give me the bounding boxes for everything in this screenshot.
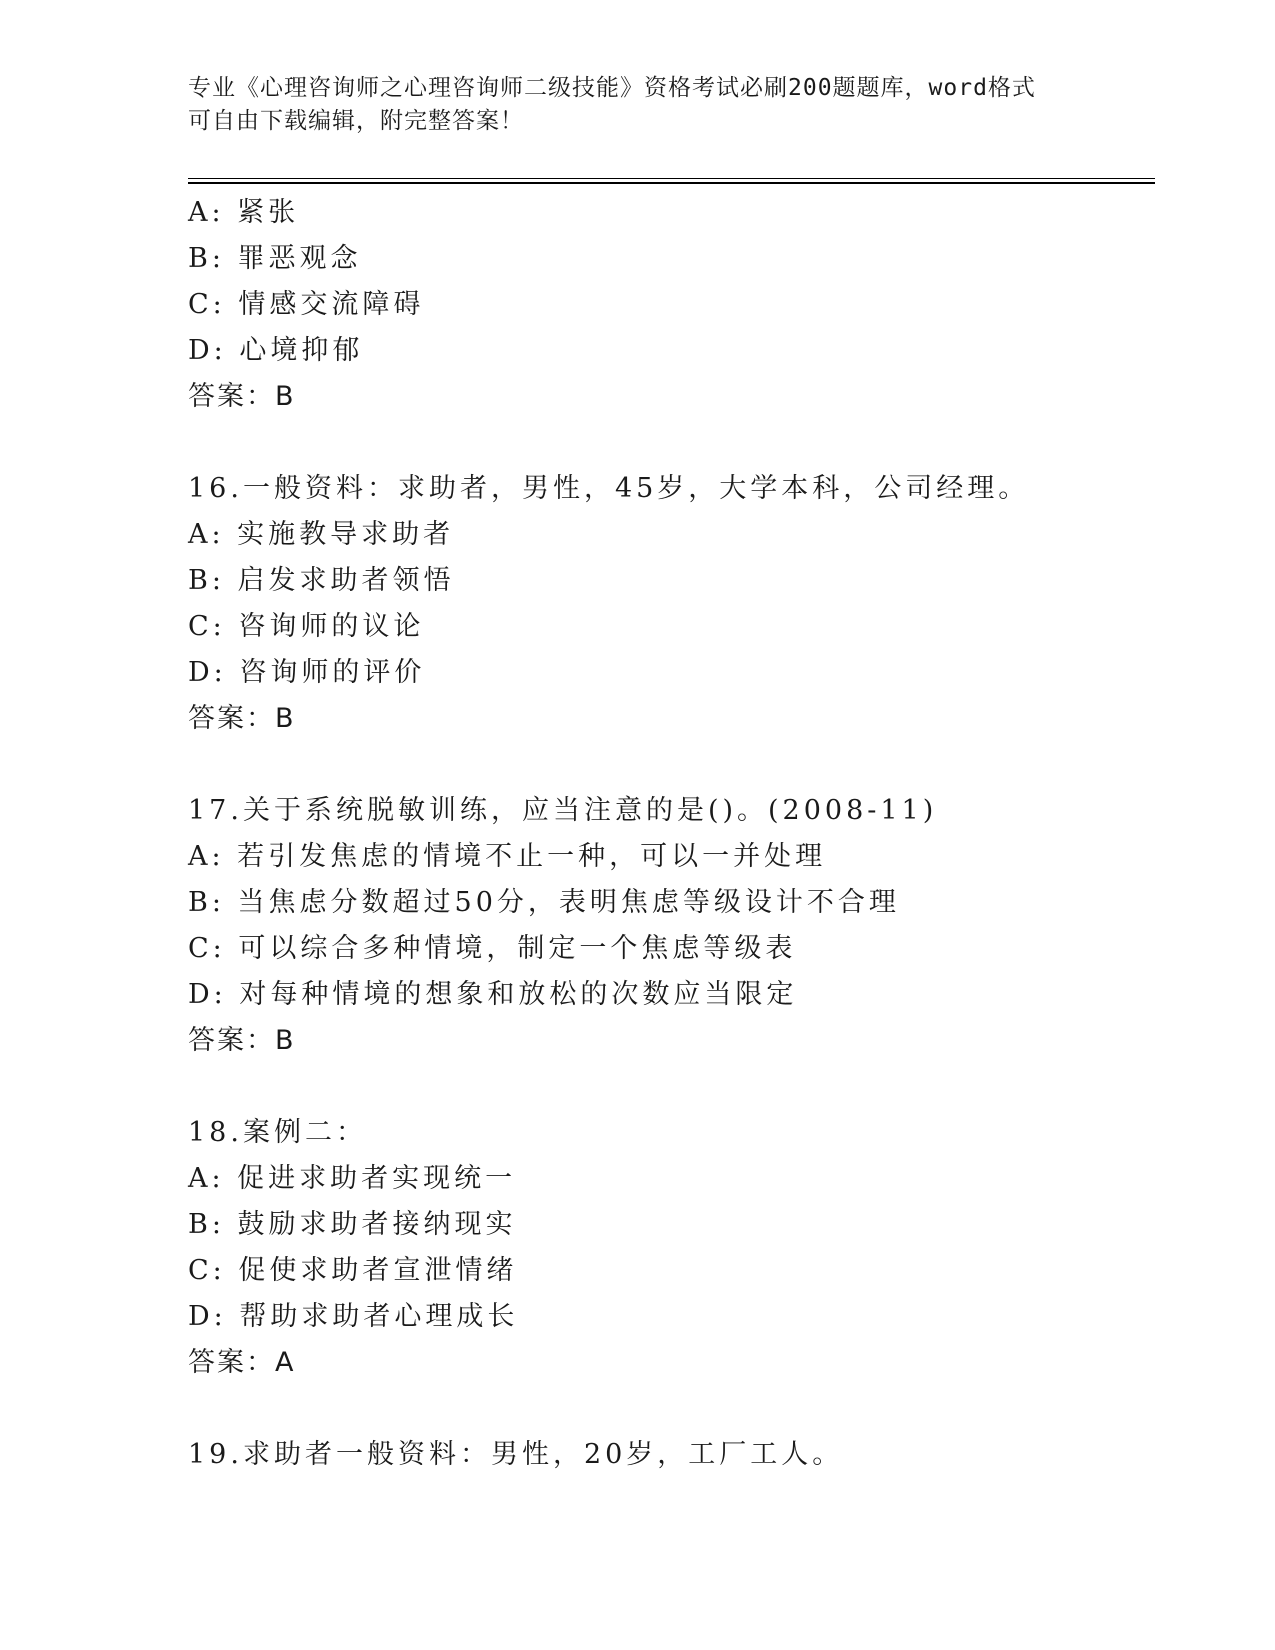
question-text: 19.求助者一般资料：男性，20岁，工厂工人。 (188, 1439, 844, 1470)
option-d: D: 心境抑郁 (188, 335, 364, 366)
answer-line: 答案：B (188, 1025, 296, 1056)
option-a: A: 若引发焦虑的情境不止一种，可以一并处理 (188, 841, 827, 872)
option-a: A: 促进求助者实现统一 (188, 1163, 517, 1194)
option-c: C: 可以综合多种情境，制定一个焦虑等级表 (188, 933, 797, 964)
option-d: D: 帮助求助者心理成长 (188, 1301, 519, 1332)
question-block (188, 788, 1148, 1064)
option-d: D: 咨询师的评价 (188, 657, 426, 688)
question-text: 16.一般资料：求助者，男性，45岁，大学本科，公司经理。 (188, 473, 1030, 504)
answer-line: 答案：B (188, 381, 296, 412)
option-a: A: 实施教导求助者 (188, 519, 455, 550)
question-block (188, 466, 1148, 742)
option-b: B: 鼓励求助者接纳现实 (188, 1209, 517, 1240)
spacer (188, 420, 1148, 466)
header-divider-thin (188, 178, 1155, 179)
option-d: D: 对每种情境的想象和放松的次数应当限定 (188, 979, 798, 1010)
header-line-2: 可自由下载编辑，附完整答案！ (188, 108, 524, 134)
spacer (188, 742, 1148, 788)
document-header (188, 72, 1088, 138)
option-c: C: 情感交流障碍 (188, 289, 425, 320)
header-line-1: 专业《心理咨询师之心理咨询师二级技能》资格考试必刷200题题库，word格式 (188, 75, 1036, 101)
answer-line: 答案：A (188, 1347, 296, 1378)
option-b: B: 罪恶观念 (188, 243, 362, 274)
option-c: C: 促使求助者宣泄情绪 (188, 1255, 518, 1286)
question-block (188, 1432, 1148, 1478)
spacer (188, 1386, 1148, 1432)
question-block (188, 190, 1148, 420)
question-text: 17.关于系统脱敏训练，应当注意的是()。(2008-11) (188, 795, 938, 826)
question-block (188, 1110, 1148, 1386)
header-divider-thick (188, 182, 1155, 184)
option-b: B: 当焦虑分数超过50分，表明焦虑等级设计不合理 (188, 887, 900, 918)
option-b: B: 启发求助者领悟 (188, 565, 455, 596)
question-list (188, 190, 1148, 1478)
answer-line: 答案：B (188, 703, 296, 734)
spacer (188, 1064, 1148, 1110)
option-c: C: 咨询师的议论 (188, 611, 425, 642)
option-a: A: 紧张 (188, 197, 300, 228)
question-text: 18.案例二： (188, 1117, 367, 1148)
